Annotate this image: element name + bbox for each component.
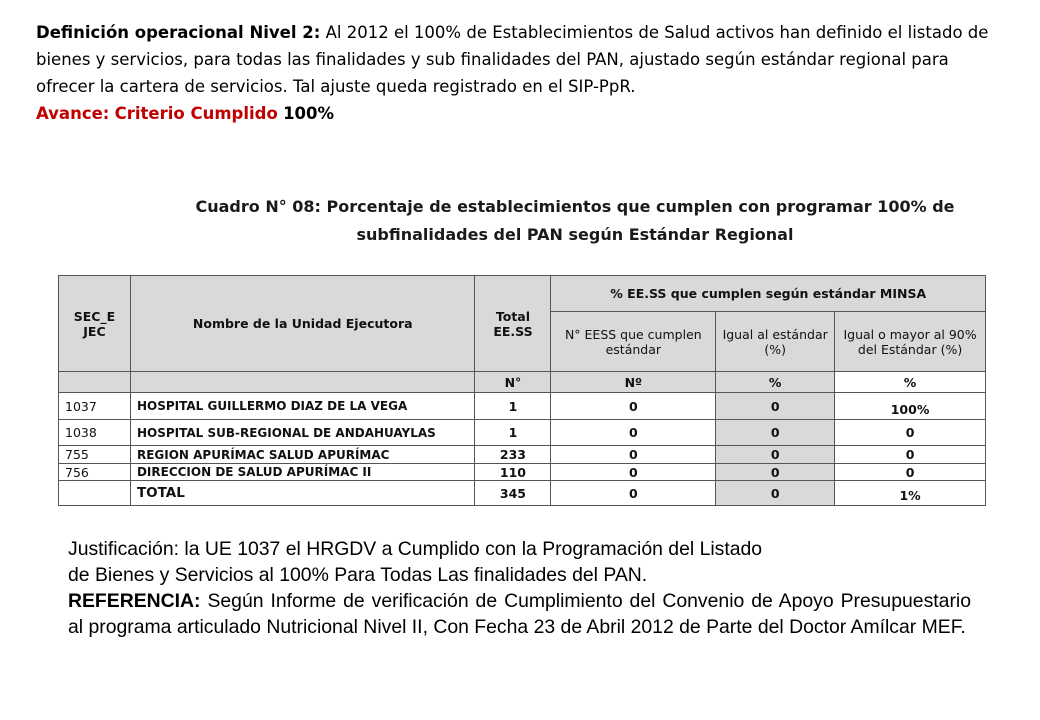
row-total: 1	[475, 420, 551, 446]
header-unit-name: Nombre de la Unidad Ejecutora	[130, 276, 475, 372]
total-row	[59, 481, 986, 506]
justification-line-2: de Bienes y Servicios al 100% Para Todas Las finalidades del PAN.	[68, 564, 648, 586]
row-code: 1038	[59, 420, 131, 446]
row-name: HOSPITAL GUILLERMO DIAZ DE LA VEGA	[130, 393, 475, 420]
header-n-eess: N° EESS que cumplen estándar	[551, 312, 716, 372]
header-igual: Igual al estándar (%)	[716, 312, 835, 372]
row-code: 755	[59, 446, 131, 464]
row-code: 1037	[59, 393, 131, 420]
row-igual: 0	[716, 446, 835, 464]
definition-text: Al 2012 el 100% de Establecimientos de Salud activos han definido el listado de bienes y servicios, para todas las finalidades y sub finalidades del PAN, ajustado según estándar regional para ofrecer la cartera de servicios. Tal ajuste queda registrado en el SIP-PpR.	[36, 23, 989, 96]
unit-total: N°	[475, 372, 551, 393]
row-name: REGION APURÍMAC SALUD APURÍMAC	[130, 446, 475, 464]
row-igual: 0	[716, 393, 835, 420]
total-code-empty	[59, 481, 131, 506]
avance-label: Avance:	[36, 104, 110, 123]
row-total: 233	[475, 446, 551, 464]
caption-line-1: Cuadro N° 08: Porcentaje de establecimientos que cumplen con programar 100% de	[195, 197, 955, 216]
total-n-eess: 0	[551, 481, 716, 506]
unit-igual: %	[716, 372, 835, 393]
row-igual: 0	[716, 464, 835, 481]
caption-line-2: subfinalidades del PAN según Estándar Regional	[356, 225, 794, 244]
justification-line-1: Justificación: la UE 1037 el HRGDV a Cumplido con la Programación del Listado	[68, 538, 763, 560]
table-row	[59, 446, 986, 464]
header-mayor: Igual o mayor al 90% del Estándar (%)	[835, 312, 986, 372]
unit-mayor: %	[835, 372, 986, 393]
row-mayor: 100%	[835, 393, 986, 420]
establishments-table	[58, 275, 986, 506]
reference-text: Según Informe de verificación de Cumplimiento del Convenio de Apoyo Presupuestario al programa articulado Nutricional Nivel II, Con Fecha 23 de Abril 2012 de Parte del Doctor Amílcar MEF.	[68, 590, 971, 638]
row-n-eess: 0	[551, 393, 716, 420]
table-row	[59, 420, 986, 446]
row-total: 110	[475, 464, 551, 481]
reference-paragraph	[68, 588, 971, 640]
row-mayor: 0	[835, 446, 986, 464]
row-igual: 0	[716, 420, 835, 446]
total-label: TOTAL	[130, 481, 475, 506]
total-total: 345	[475, 481, 551, 506]
row-n-eess: 0	[551, 464, 716, 481]
definition-label: Definición operacional Nivel 2:	[36, 23, 321, 42]
row-n-eess: 0	[551, 446, 716, 464]
reference-label: REFERENCIA:	[68, 590, 201, 612]
avance-status: Criterio Cumplido	[114, 104, 278, 123]
table-row	[59, 393, 986, 420]
units-cell-empty	[130, 372, 475, 393]
row-mayor: 0	[835, 464, 986, 481]
header-group: % EE.SS que cumplen según estándar MINSA	[551, 276, 986, 312]
intro-block	[36, 19, 1006, 127]
avance-value: 100%	[283, 104, 335, 123]
header-sec-ejec: SEC_E JEC	[59, 276, 131, 372]
row-n-eess: 0	[551, 420, 716, 446]
justification-block	[68, 536, 971, 640]
table-row	[59, 464, 986, 481]
units-cell-empty	[59, 372, 131, 393]
row-code: 756	[59, 464, 131, 481]
row-total: 1	[475, 393, 551, 420]
total-mayor: 1%	[835, 481, 986, 506]
row-mayor: 0	[835, 420, 986, 446]
row-name: DIRECCION DE SALUD APURÍMAC II	[130, 464, 475, 481]
header-total: Total EE.SS	[475, 276, 551, 372]
row-name: HOSPITAL SUB-REGIONAL DE ANDAHUAYLAS	[130, 420, 475, 446]
total-igual: 0	[716, 481, 835, 506]
table-caption	[150, 193, 1000, 249]
unit-n-eess: Nº	[551, 372, 716, 393]
